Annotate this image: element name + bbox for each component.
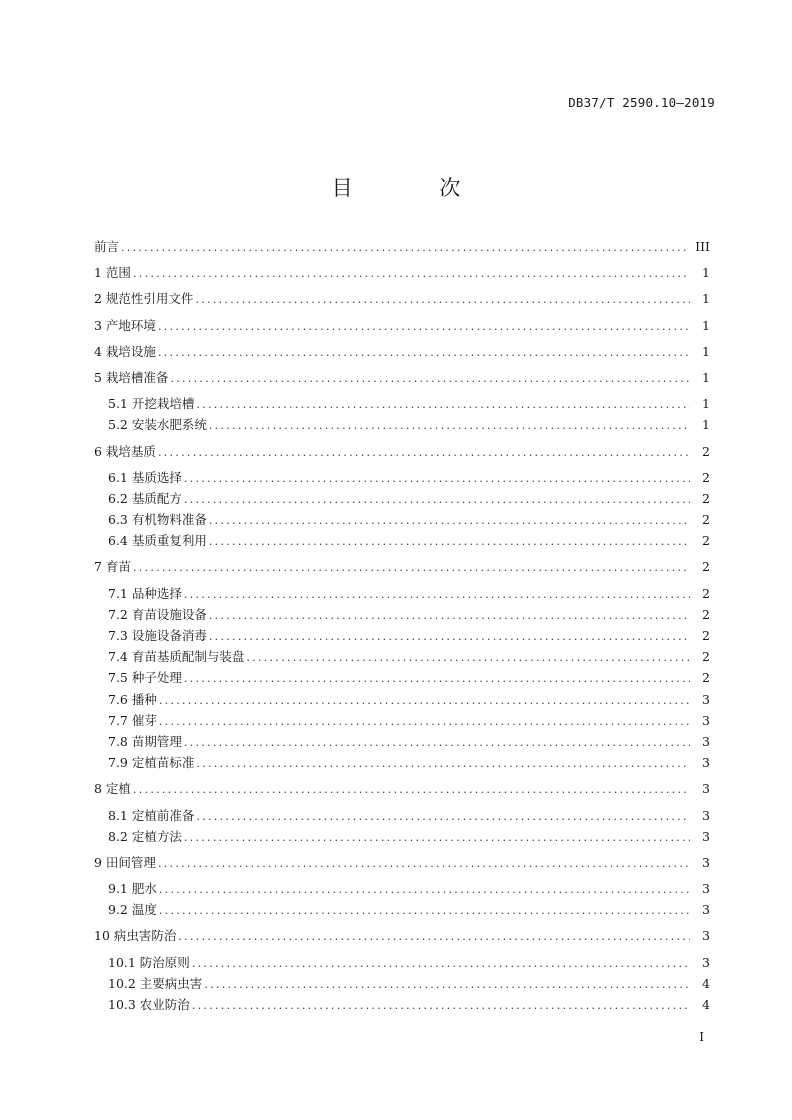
toc-entry[interactable]: [94, 288, 710, 309]
toc-dot-leader: [209, 415, 690, 436]
toc-dot-leader: [204, 974, 690, 995]
toc-entry[interactable]: [94, 826, 710, 847]
toc-dot-leader: [209, 605, 690, 626]
toc-entry[interactable]: [94, 393, 710, 414]
toc-entry-page: 3: [702, 928, 710, 944]
toc-dot-leader: [133, 263, 690, 284]
toc-entry-label: 5.1 开挖栽培槽: [108, 396, 195, 412]
toc-entry-page: 2: [702, 443, 710, 459]
toc-entry-label: 2 规范性引用文件: [94, 291, 194, 307]
toc-dot-leader: [178, 926, 690, 947]
toc-entry-page: 2: [702, 469, 710, 485]
toc-entry-page: 3: [702, 854, 710, 870]
toc-entry-page: 2: [702, 585, 710, 601]
toc-entry-page: 3: [702, 828, 710, 844]
toc-entry-label: 7.9 定植苗标准: [108, 755, 195, 771]
toc-entry[interactable]: [94, 852, 710, 873]
toc-dot-leader: [184, 584, 690, 605]
toc-entry[interactable]: [94, 689, 710, 710]
toc-entry[interactable]: [94, 952, 710, 973]
toc-entry-label: 5.2 安装水肥系统: [108, 417, 207, 433]
toc-entry-label: 9.2 温度: [108, 902, 157, 918]
toc-entry-page: 2: [702, 512, 710, 528]
toc-entry[interactable]: [94, 899, 710, 920]
toc-dot-leader: [184, 732, 690, 753]
toc-entry[interactable]: [94, 752, 710, 773]
toc-entry[interactable]: [94, 710, 710, 731]
document-code: DB37/T 2590.10—2019: [568, 95, 715, 110]
toc-dot-leader: [209, 510, 690, 531]
toc-entry[interactable]: [94, 805, 710, 826]
toc-entry-label: 4 栽培设施: [94, 343, 156, 359]
toc-entry[interactable]: [94, 441, 710, 462]
toc-entry-label: 6.3 有机物料准备: [108, 512, 207, 528]
toc-dot-leader: [158, 342, 690, 363]
toc-entry-page: 3: [702, 902, 710, 918]
toc-dot-leader: [196, 394, 690, 415]
toc-entry[interactable]: [94, 530, 710, 551]
toc-entry-label: 1 范围: [94, 265, 131, 281]
toc-dot-leader: [159, 690, 690, 711]
toc-entry-label: 7.1 品种选择: [108, 585, 182, 601]
toc-entry-label: 6.2 基质配方: [108, 490, 182, 506]
toc-entry-page: 1: [702, 343, 710, 359]
toc-entry-label: 3 产地环境: [94, 317, 156, 333]
toc-entry[interactable]: [94, 467, 710, 488]
toc-entry-label: 10.2 主要病虫害: [108, 975, 203, 991]
toc-entry[interactable]: [94, 315, 710, 336]
toc-dot-leader: [170, 368, 690, 389]
toc-entry-page: 1: [702, 417, 710, 433]
toc-entry-page: 3: [702, 954, 710, 970]
page-title: 目 次: [331, 176, 501, 200]
toc-entry-page: 3: [702, 881, 710, 897]
toc-entry-page: 1: [702, 396, 710, 412]
toc-entry-label: 6.1 基质选择: [108, 469, 182, 485]
toc-entry-label: 7.5 种子处理: [108, 670, 182, 686]
toc-entry-label: 7.2 育苗设施设备: [108, 606, 207, 622]
toc-entry[interactable]: [94, 488, 710, 509]
toc-dot-leader: [184, 668, 690, 689]
toc-entry-page: 3: [702, 807, 710, 823]
toc-dot-leader: [133, 779, 690, 800]
toc-dot-leader: [159, 711, 690, 732]
toc-entry-page: 1: [702, 265, 710, 281]
toc-dot-leader: [195, 289, 690, 310]
toc-dot-leader: [209, 626, 690, 647]
toc-entry-label: 7.4 育苗基质配制与装盘: [108, 649, 245, 665]
toc-dot-leader: [159, 900, 690, 921]
toc-entry[interactable]: [94, 994, 710, 1015]
toc-entry-label: 7.8 苗期管理: [108, 733, 182, 749]
toc-entry[interactable]: [94, 878, 710, 899]
toc-entry-page: 1: [702, 369, 710, 385]
toc-entry[interactable]: [94, 925, 710, 946]
toc-entry-page: 3: [702, 755, 710, 771]
table-of-contents: [94, 236, 710, 1015]
toc-entry[interactable]: [94, 778, 710, 799]
toc-entry-label: 6.4 基质重复利用: [108, 533, 207, 549]
toc-entry-label: 10.3 农业防治: [108, 997, 190, 1012]
toc-entry[interactable]: [94, 262, 710, 283]
toc-entry-page: 2: [702, 649, 710, 665]
toc-dot-leader: [158, 442, 690, 463]
toc-dot-leader: [209, 531, 690, 552]
toc-dot-leader: [133, 557, 690, 578]
toc-dot-leader: [192, 953, 690, 974]
toc-entry-label: 9.1 肥水: [108, 881, 157, 897]
toc-dot-leader: [184, 489, 690, 510]
toc-entry[interactable]: [94, 604, 710, 625]
toc-entry-label: 前言: [94, 239, 120, 254]
toc-dot-leader: [159, 879, 690, 900]
toc-entry[interactable]: [94, 236, 710, 257]
toc-entry-label: 8.1 定植前准备: [108, 807, 195, 823]
toc-entry[interactable]: [94, 341, 710, 362]
toc-entry-page: 2: [702, 490, 710, 506]
toc-dot-leader: [196, 753, 690, 774]
toc-entry-page: 3: [702, 781, 710, 797]
toc-dot-leader: [246, 647, 690, 668]
toc-dot-leader: [184, 468, 690, 489]
toc-dot-leader: [121, 237, 689, 258]
toc-entry-label: 6 栽培基质: [94, 443, 156, 459]
toc-entry-page: 2: [702, 533, 710, 549]
toc-entry[interactable]: [94, 414, 710, 435]
toc-entry[interactable]: [94, 583, 710, 604]
toc-entry-page: 4: [702, 997, 710, 1012]
toc-entry-label: 9 田间管理: [94, 854, 156, 870]
toc-entry-page: III: [695, 239, 710, 254]
toc-dot-leader: [158, 316, 690, 337]
toc-dot-leader: [184, 827, 690, 848]
toc-entry[interactable]: [94, 973, 710, 994]
toc-dot-leader: [196, 806, 690, 827]
toc-entry-label: 7 育苗: [94, 559, 131, 575]
toc-entry-label: 10 病虫害防治: [94, 928, 177, 944]
toc-entry-page: 2: [702, 628, 710, 643]
toc-entry-page: 1: [702, 291, 710, 307]
toc-entry-label: 10.1 防治原则: [108, 954, 190, 970]
toc-entry[interactable]: [94, 509, 710, 530]
toc-entry[interactable]: [94, 556, 710, 577]
toc-entry-page: 2: [702, 670, 710, 686]
toc-entry-label: 7.7 催芽: [108, 712, 157, 728]
toc-entry[interactable]: [94, 731, 710, 752]
toc-entry-page: 4: [702, 975, 710, 991]
toc-entry-label: 8 定植: [94, 781, 131, 797]
toc-entry-label: 7.3 设施设备消毒: [108, 628, 207, 643]
toc-entry-label: 5 栽培槽准备: [94, 369, 169, 385]
toc-entry[interactable]: [94, 625, 710, 646]
page-number: I: [699, 1030, 704, 1044]
toc-dot-leader: [158, 853, 690, 874]
toc-entry-page: 2: [702, 559, 710, 575]
toc-entry-label: 7.6 播种: [108, 691, 157, 707]
toc-entry-label: 8.2 定植方法: [108, 828, 182, 844]
toc-entry[interactable]: [94, 646, 710, 667]
toc-dot-leader: [192, 995, 690, 1016]
toc-entry-page: 3: [702, 712, 710, 728]
toc-entry-page: 3: [702, 691, 710, 707]
toc-entry-page: 2: [702, 606, 710, 622]
toc-entry[interactable]: [94, 667, 710, 688]
toc-entry-page: 1: [702, 317, 710, 333]
toc-entry[interactable]: [94, 367, 710, 388]
toc-entry-page: 3: [702, 733, 710, 749]
